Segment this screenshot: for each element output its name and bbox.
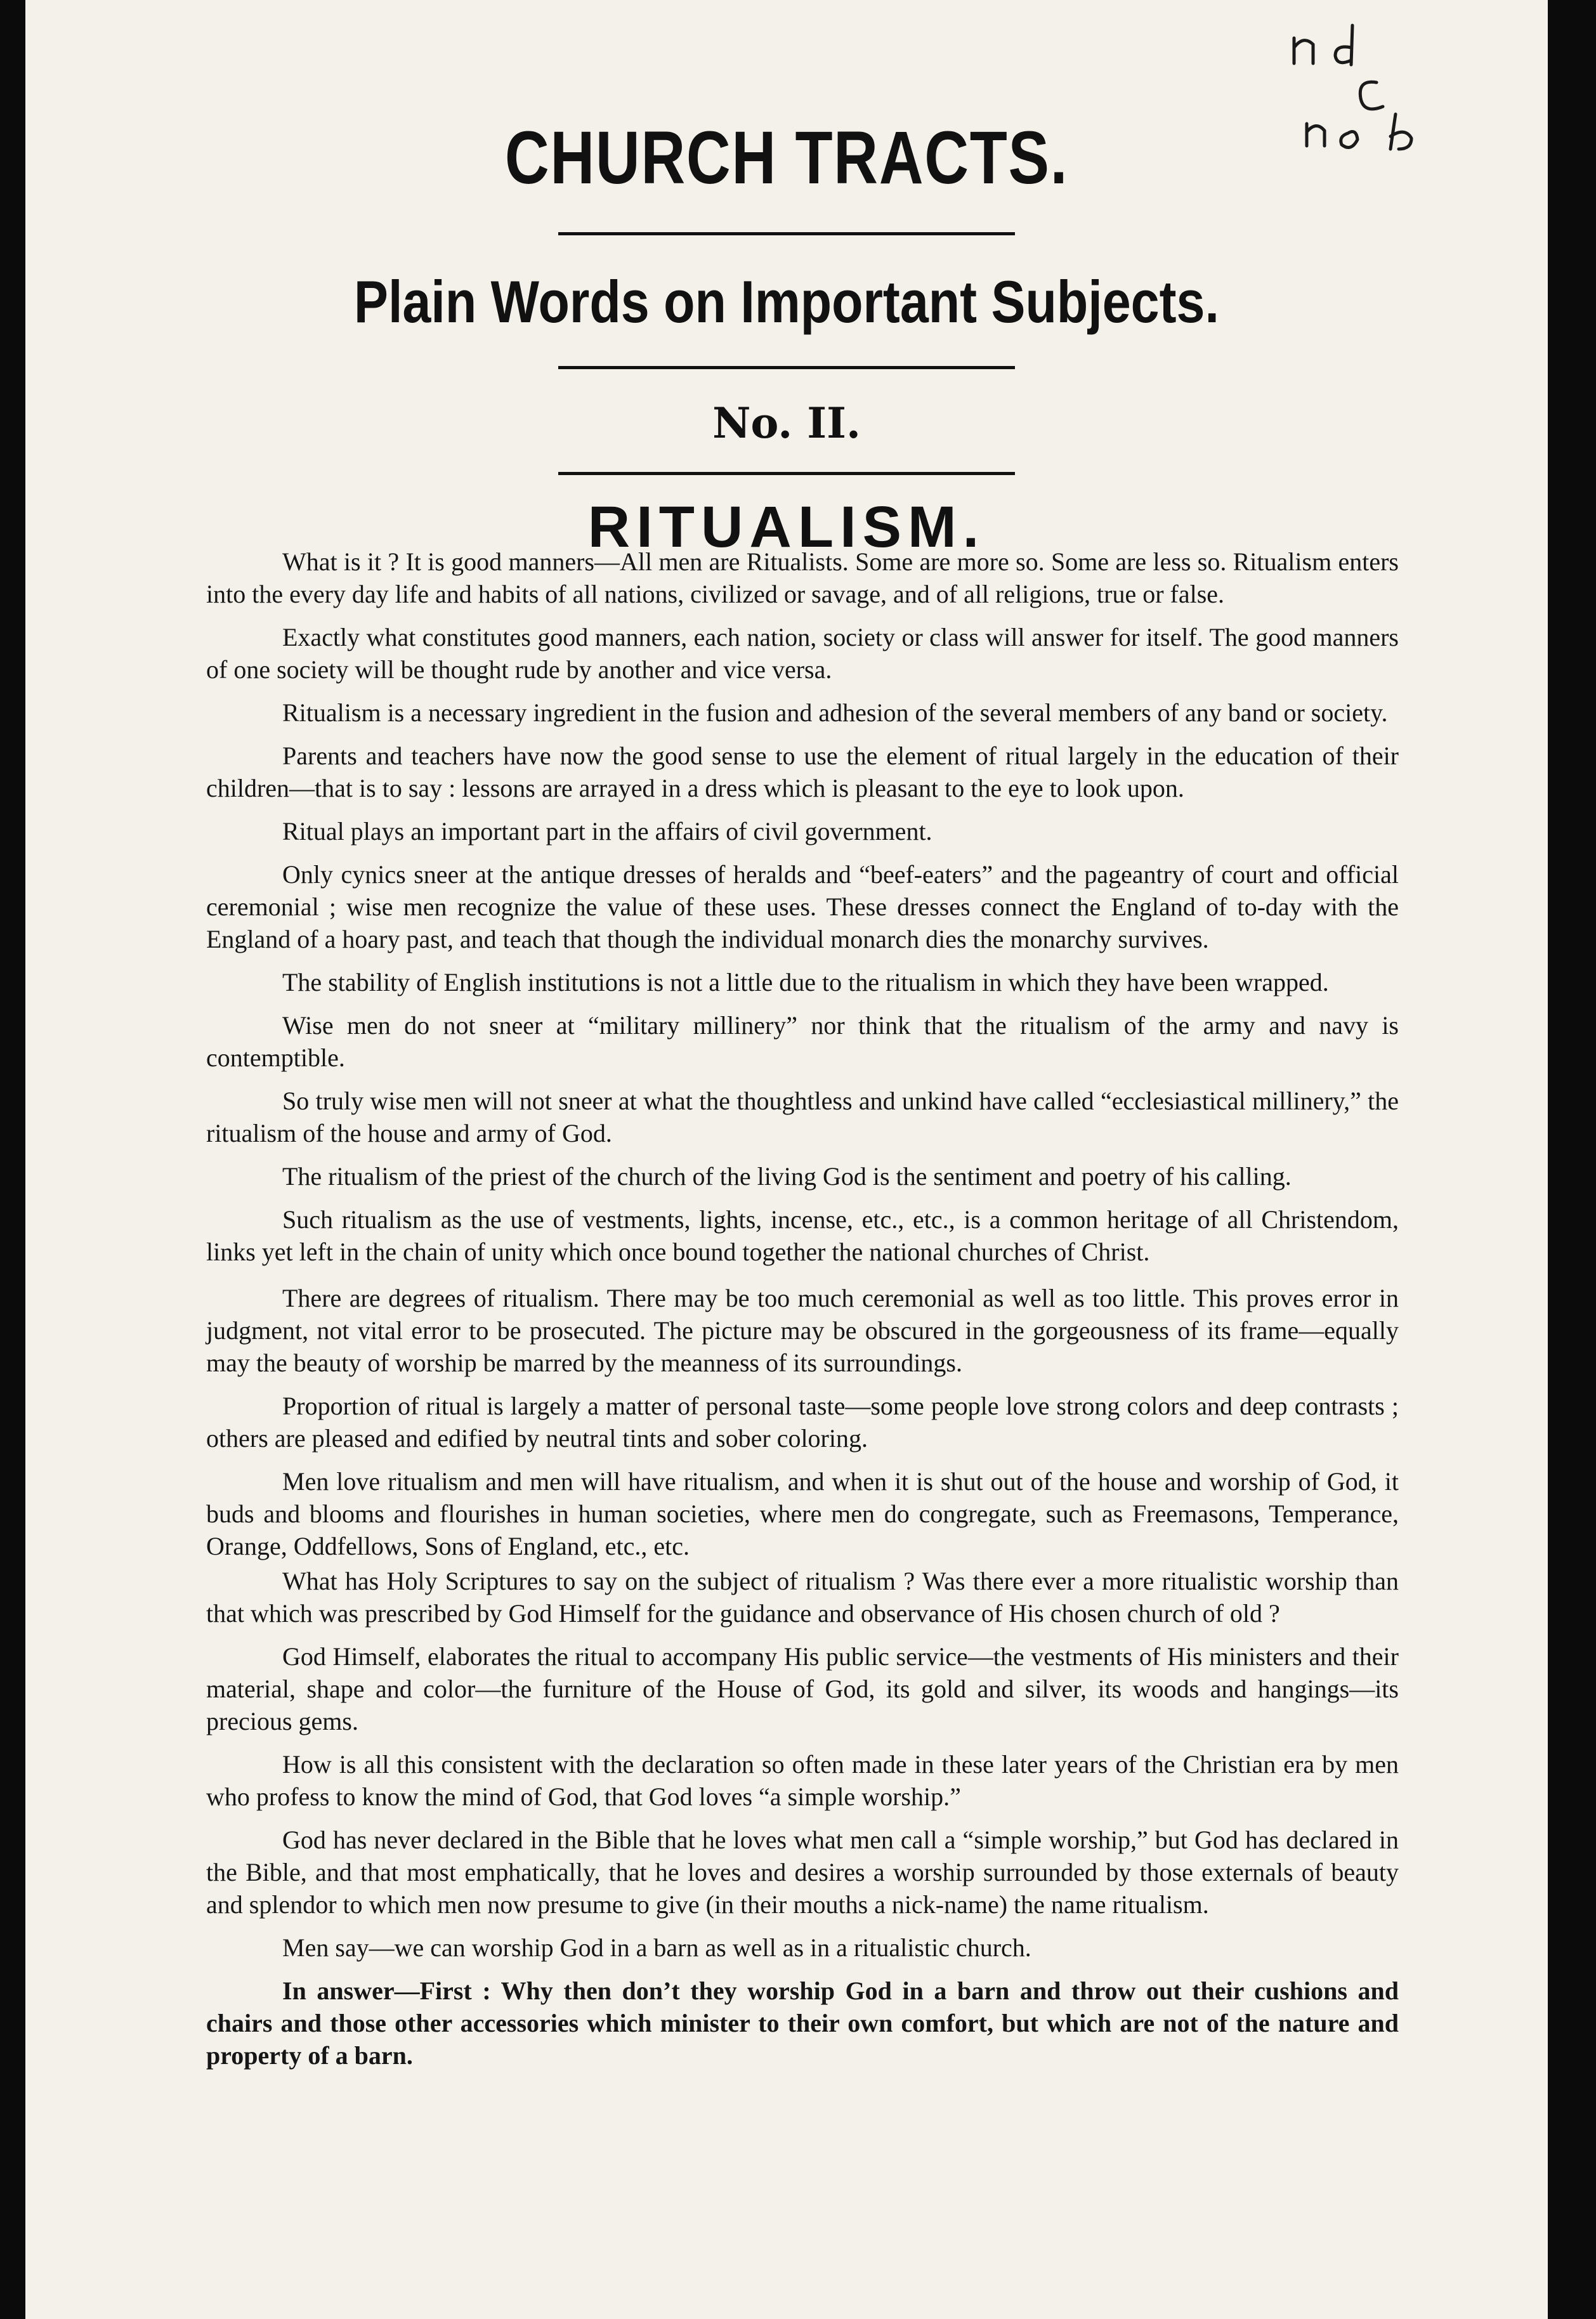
paragraph: What has Holy Scriptures to say on the subject of ritualism ? Was there ever a more ritualistic worship than that which was prescribed by God Himself for the guidance and observance of His chosen church of old ? <box>206 1567 1399 1628</box>
divider-rule <box>558 232 1015 235</box>
paragraph: How is all this consistent with the declaration so often made in these later years of the Christian era by men who profess to know the mind of God, that God loves “a simple worship.” <box>206 1750 1399 1811</box>
paragraph: Ritualism is a necessary ingredient in the fusion and adhesion of the several members of any band or society. <box>282 698 1388 727</box>
paragraph: God Himself, elaborates the ritual to accompany His public service—the vestments of His ministers and their material, shape and color—the furniture of the House of God, its gold and silver, its woods and hangings—its precious gems. <box>206 1642 1399 1735</box>
paragraph: The ritualism of the priest of the church of the living God is the sentiment and poetry of his calling. <box>282 1162 1292 1191</box>
paragraph: God has never declared in the Bible that he loves what men call a “simple worship,” but God has declared in the Bible, and that most emphatically, that he loves and desires a worship surrounded by those externals of beauty and splendor to which men now presume to give (in their mouths a nick-name) the name ritualism. <box>206 1826 1399 1919</box>
paragraph: There are degrees of ritualism. There may be too much ceremonial as well as too little. This proves error in judgment, not vital error to be prosecuted. The picture may be obscured in the gorgeousness of its frame—equally may the beauty of worship be marred by the meanness of its surroundings. <box>206 1284 1399 1377</box>
divider-rule <box>558 366 1015 369</box>
paragraph: Parents and teachers have now the good sense to use the element of ritual largely in the education of their children—that is to say : lessons are arrayed in a dress which is pleasant to the eye to look upon. <box>206 741 1399 802</box>
paragraph: In answer—First : Why then don’t they worship God in a barn and throw out their cushions and chairs and those other accessories which minister to their own comfort, but which are not of the nature and property of a barn. <box>206 1976 1399 2070</box>
paragraph: Exactly what constitutes good manners, each nation, society or class will answer for itself. The good manners of one society will be thought rude by another and vice versa. <box>206 623 1399 684</box>
paragraph: Men say—we can worship God in a barn as well as in a ritualistic church. <box>282 1933 1031 1962</box>
tract-number: No. II. <box>712 398 861 448</box>
paragraph: Such ritualism as the use of vestments, lights, incense, etc., etc., is a common heritage of all Christendom, links yet left in the chain of unity which once bound together the national churches of Christ. <box>206 1205 1399 1266</box>
article-heading: RITUALISM. <box>587 495 986 559</box>
paragraph: Men love ritualism and men will have ritualism, and when it is shut out of the house and worship of God, it buds and blooms and flourishes in human societies, where men do congregate, such as Freemasons, Temperance, Orange, Oddfellows, Sons of England, etc., etc. <box>206 1467 1399 1560</box>
tract-series-title: CHURCH TRACTS. <box>504 116 1069 200</box>
paragraph: The stability of English institutions is not a little due to the ritualism in which they have been wrapped. <box>282 968 1329 996</box>
tract-subtitle: Plain Words on Important Subjects. <box>354 268 1219 335</box>
scan-border <box>1548 0 1596 2319</box>
article-body <box>206 545 1399 2082</box>
masthead <box>25 116 1548 559</box>
paragraph: What is it ? It is good manners—All men are Ritualists. Some are more so. Some are less so. Ritualism enters into the every day life and habits of all nations, civilized or savage, and of all religions, true or false. <box>206 547 1399 608</box>
paragraph: Only cynics sneer at the antique dresses of heralds and “beef-eaters” and the pageantry of court and official ceremonial ; wise men recognize the value of these uses. These dresses connect the England of to-day with the England of a hoary past, and teach that though the individual monarch dies the monarchy survives. <box>206 860 1399 953</box>
paragraph: Proportion of ritual is largely a matter of personal taste—some people love strong colors and deep contrasts ; others are pleased and edified by neutral tints and sober coloring. <box>206 1392 1399 1453</box>
paragraph: So truly wise men will not sneer at what the thoughtless and unkind have called “ecclesiastical millinery,” the ritualism of the house and army of God. <box>206 1087 1399 1147</box>
paragraph: Ritual plays an important part in the affairs of civil government. <box>282 817 932 846</box>
document-page <box>25 0 1548 2319</box>
paragraph: Wise men do not sneer at “military millinery” nor think that the ritualism of the army and navy is contemptible. <box>206 1011 1399 1072</box>
divider-rule <box>558 472 1015 475</box>
